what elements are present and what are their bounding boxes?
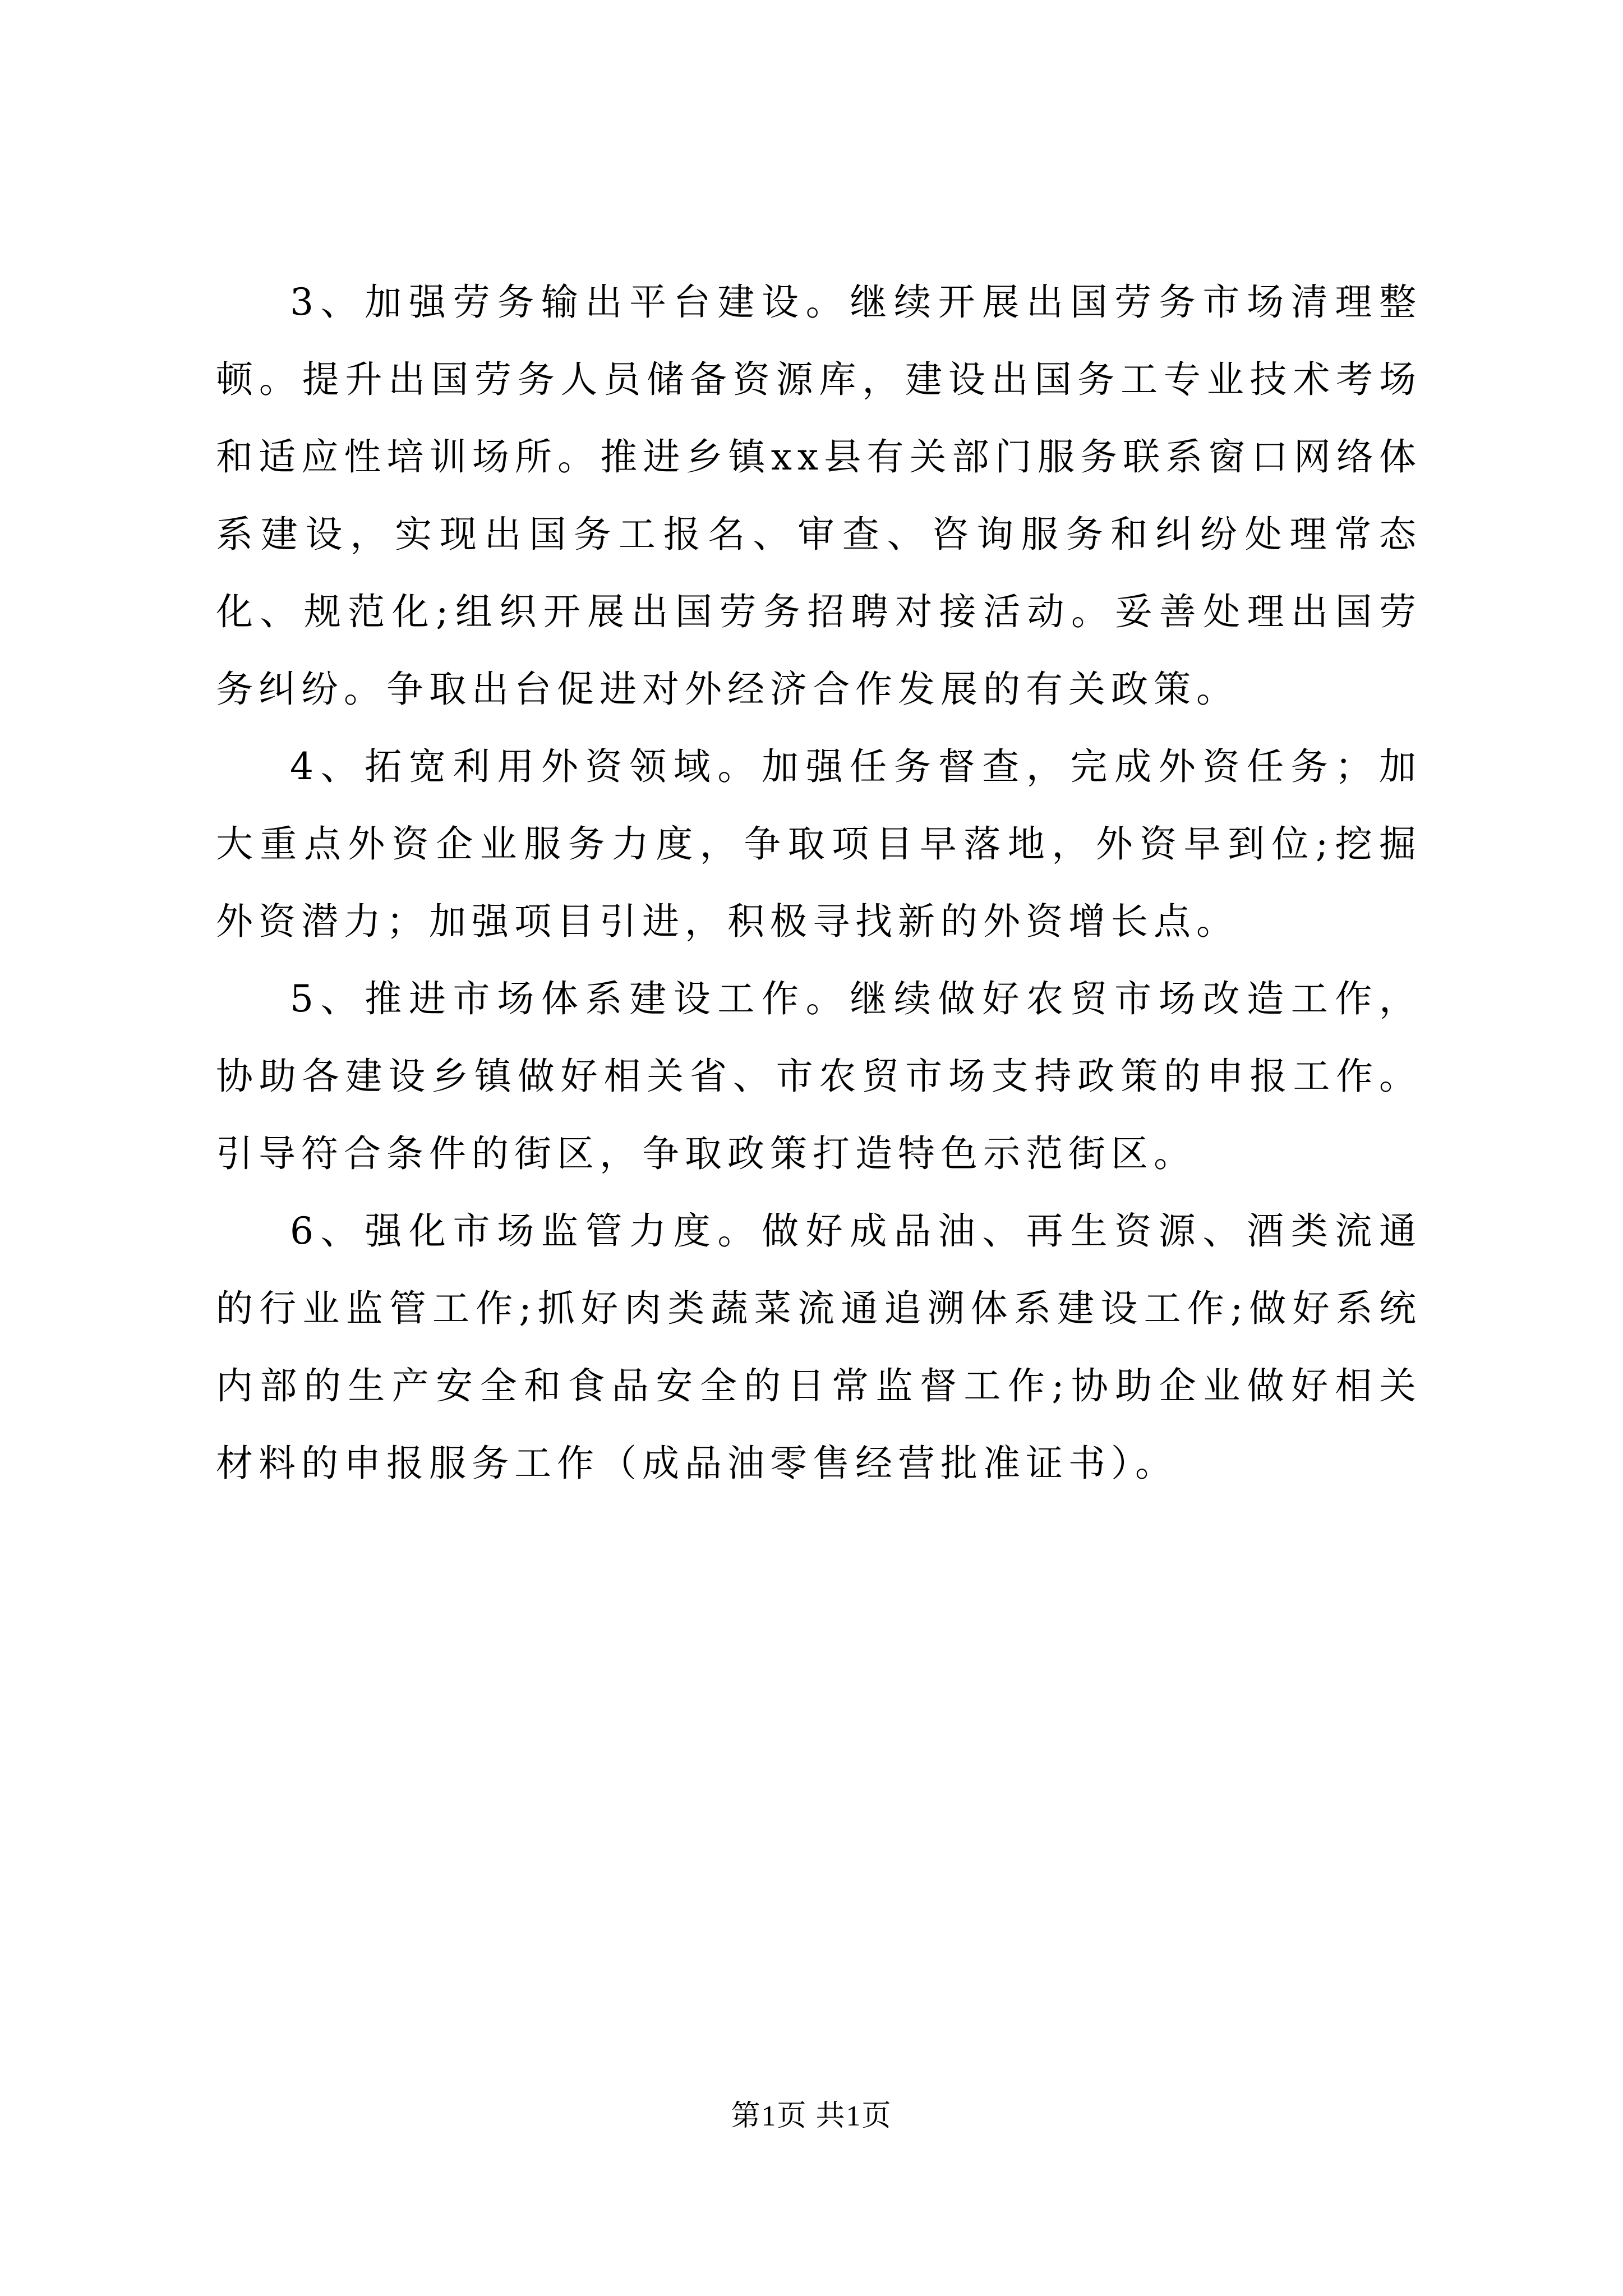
- paragraph-6: 6、强化市场监管力度。做好成品油、再生资源、酒类流通的行业监管工作;抓好肉类蔬菜流通追溯体系建设工作;做好系统内部的生产安全和食品安全的日常监督工作;协助企业做好相关材料的申报服务工作（成品油零售经营批准证书）。: [216, 1209, 1422, 1485]
- paragraph-4: 4、拓宽利用外资领域。加强任务督查，完成外资任务；加大重点外资企业服务力度，争取项目早落地，外资早到位;挖掘外资潜力；加强项目引进，积极寻找新的外资增长点。: [216, 745, 1422, 943]
- paragraph-3: 3、加强劳务输出平台建设。继续开展出国劳务市场清理整顿。提升出国劳务人员储备资源库，建设出国务工专业技术考场和适应性培训场所。推进乡镇xx县有关部门服务联系窗口网络体系建设，实现出国务工报名、审查、咨询服务和纠纷处理常态化、规范化;组织开展出国劳务招聘对接活动。妥善处理出国劳务纠纷。争取出台促进对外经济合作发展的有关政策。: [216, 280, 1422, 711]
- document-body: [216, 264, 1422, 1502]
- paragraph-5: 5、推进市场体系建设工作。继续做好农贸市场改造工作，协助各建设乡镇做好相关省、市农贸市场支持政策的申报工作。引导符合条件的街区，争取政策打造特色示范街区。: [216, 977, 1422, 1175]
- page-number-label: 第1页 共1页: [731, 2100, 892, 2132]
- page-footer: [0, 2097, 1623, 2136]
